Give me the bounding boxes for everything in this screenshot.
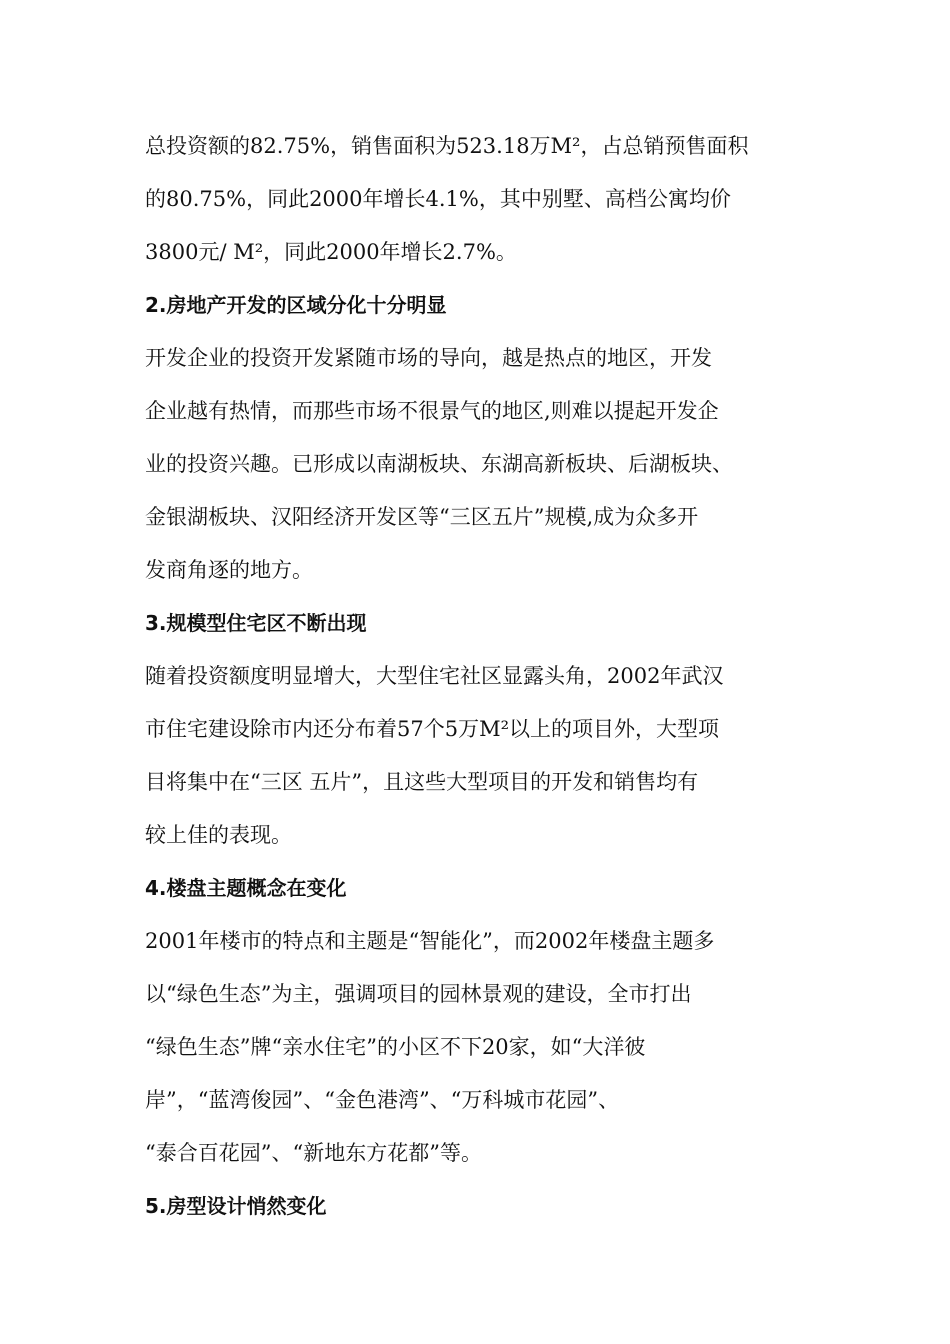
section-heading: 2.房地产开发的区域分化十分明显 — [145, 293, 447, 317]
body-line: 以“绿色生态”为主，强调项目的园林景观的建设，全市打出 — [145, 982, 692, 1006]
body-line: “泰合百花园”、“新地东方花都”等。 — [145, 1141, 482, 1165]
body-line: 2001年楼市的特点和主题是“智能化”，而2002年楼盘主题多 — [145, 929, 715, 953]
body-line: 较上佳的表现。 — [145, 823, 292, 847]
body-line: 的80.75%，同此2000年增长4.1%，其中别墅、高档公寓均价 — [145, 187, 731, 211]
body-line: 市住宅建设除市内还分布着57个5万M²以上的项目外，大型项 — [145, 717, 720, 741]
section-heading: 4.楼盘主题概念在变化 — [145, 876, 347, 900]
body-line: 目将集中在“三区 五片”，且这些大型项目的开发和销售均有 — [145, 770, 699, 794]
body-line: 开发企业的投资开发紧随市场的导向，越是热点的地区，开发 — [145, 346, 712, 370]
body-line: 金银湖板块、汉阳经济开发区等“三区五片”规模,成为众多开 — [145, 505, 699, 529]
body-line: 岸”，“蓝湾俊园”、“金色港湾”、“万科城市花园”、 — [145, 1088, 620, 1112]
body-line: 发商角逐的地方。 — [145, 558, 313, 582]
body-line: 总投资额的82.75%，销售面积为523.18万M²，占总销预售面积 — [145, 134, 749, 158]
body-line: 企业越有热情，而那些市场不很景气的地区,则难以提起开发企 — [145, 399, 719, 423]
body-line: 随着投资额度明显增大，大型住宅社区显露头角，2002年武汉 — [145, 664, 724, 688]
body-line: 业的投资兴趣。已形成以南湖板块、东湖高新板块、后湖板块、 — [145, 452, 733, 476]
body-line: “绿色生态”牌“亲水住宅”的小区不下20家，如“大洋彼 — [145, 1035, 646, 1059]
section-heading: 5.房型设计悄然变化 — [145, 1194, 327, 1218]
section-heading: 3.规模型住宅区不断出现 — [145, 611, 367, 635]
body-line: 3800元/ M²，同此2000年增长2.7%。 — [145, 240, 517, 264]
document-page — [145, 120, 835, 1233]
